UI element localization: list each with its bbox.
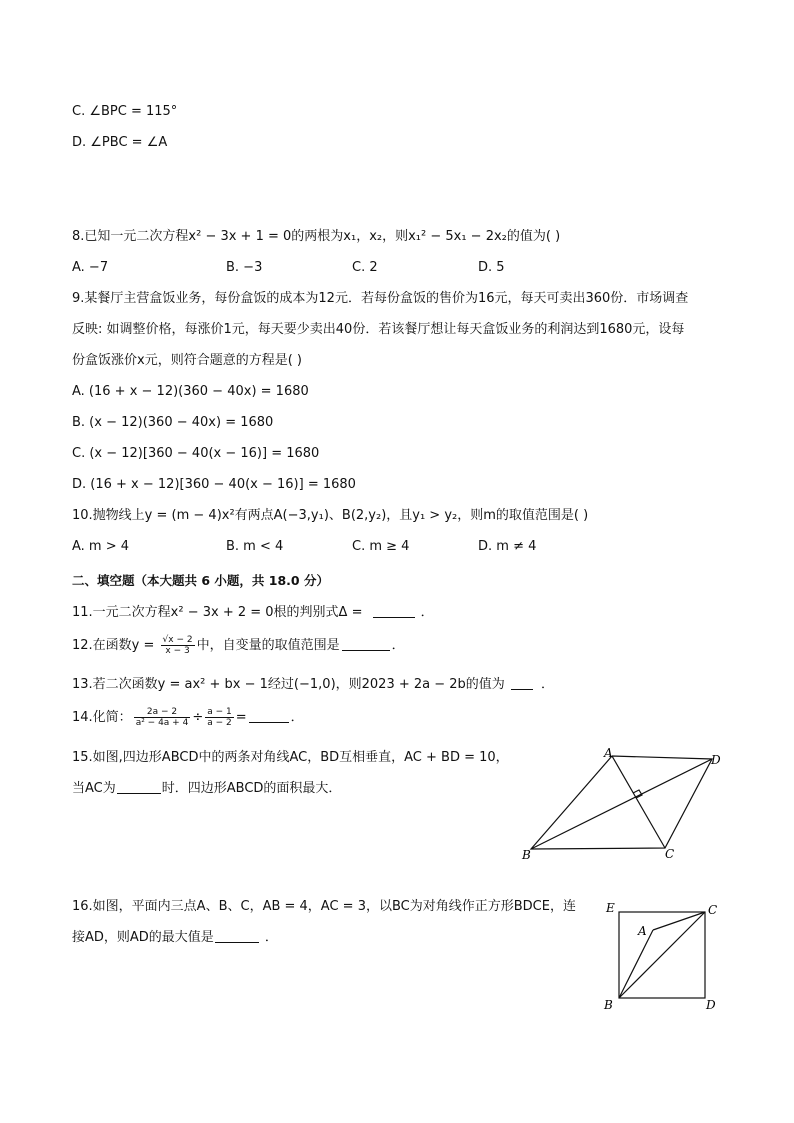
q10-option-b: B. m < 4 [226,539,284,554]
q15-label-b: B [522,848,531,862]
q12-fraction [161,635,195,656]
q10-option-c: C. m ≥ 4 [352,539,410,554]
q13 [72,676,554,694]
q15-text-2: 时．四边形ABCD的面积最大． [161,781,342,796]
q16-figure [600,897,730,1015]
q8-stem: 8.已知一元二次方程x² − 3x + 1 = 0的两根为x₁，x₂，则x₁² − 5x₁ − 2x₂的值为( ) [72,229,561,244]
q14 [72,703,304,733]
q16-end: ． [264,930,278,945]
q15-answer-blank[interactable] [117,780,161,794]
q7-option-d: D. ∠PBC = ∠A [72,135,168,150]
q15-figure [515,745,730,865]
q9-option-d: D. (16 + x − 12)[360 − 40(x − 16)] = 1680 [72,477,356,492]
q16-label-e: E [606,901,615,915]
q8-option-c: C. 2 [352,260,378,275]
q13-end: ． [540,677,554,692]
q12-text-2: 中，自变量的取值范围是 [196,638,340,653]
q8-option-d: D. 5 [478,260,505,275]
q15-label-a: A [604,746,613,760]
q16-diagonal-bc [619,912,705,998]
q11-text: 11.一元二次方程x² − 3x + 2 = 0根的判别式Δ = [72,605,367,620]
q12-frac-num: √x − 2 [162,635,193,645]
q12-answer-blank[interactable] [342,637,390,651]
q16-line-2 [72,929,278,947]
q12-text: 12.在函数y = [72,638,159,653]
q16-label-a: A [638,924,647,938]
q14-f1-num: 2a − 2 [134,707,191,718]
q13-answer-blank[interactable] [511,676,533,690]
q12 [72,632,405,660]
q15-line-1: 15.如图,四边形ABCD中的两条对角线AC，BD互相垂直，AC + BD = 10， [72,750,509,765]
section-title: 二、填空题（本大题共 6 小题，共 18.0 分） [72,573,329,588]
q10-option-d: D. m ≠ 4 [478,539,537,554]
q16-answer-blank[interactable] [215,929,259,943]
q12-end: ． [391,638,405,653]
q13-text: 13.若二次函数y = ax² + bx − 1经过(−1,0)，则2023 + 2a − 2b的值为 [72,677,509,692]
q14-end: ． [290,710,304,725]
q12-frac-den: x − 3 [165,646,190,656]
q9-option-a: A. (16 + x − 12)(360 − 40x) = 1680 [72,384,309,399]
q16-text: 接AD，则AD的最大值是 [72,930,214,945]
q11 [72,604,434,622]
q14-f1-den: a² − 4a + 4 [135,718,189,728]
q16-segment-ac [653,912,705,930]
q9-stem-line-2: 反映: 如调整价格，每涨价1元，每天要少卖出40份．若该餐厅想让每天盒饭业务的利润达到1680元，设每 [72,322,685,337]
q16-label-c: C [708,903,718,917]
q9-stem-line-1: 9.某餐厅主营盒饭业务，每份盒饭的成本为12元．若每份盒饭的售价为16元，每天可卖出360份．市场调查 [72,291,689,306]
q14-eq-sign: = [235,710,247,725]
q15-diagonal-ac [612,756,665,848]
q8-option-a: A. −7 [72,260,109,275]
q14-fraction-2 [205,707,234,728]
q15-label-c: C [665,847,675,861]
q16-segment-ab [619,930,653,998]
q8-option-b: B. −3 [226,260,263,275]
q11-end: ． [420,605,434,620]
q15-label-d: D [711,753,721,767]
q14-fraction-1 [134,707,191,728]
q7-option-c: C. ∠BPC = 115° [72,104,178,119]
q9-stem-line-3: 份盒饭涨价x元，则符合题意的方程是( ) [72,353,302,368]
q9-option-c: C. (x − 12)[360 − 40(x − 16)] = 1680 [72,446,320,461]
q10-stem: 10.抛物线上y = (m − 4)x²有两点A(−3,y₁)、B(2,y₂)，且y₁ > y₂，则m的取值范围是( ) [72,508,589,523]
q9-option-b: B. (x − 12)(360 − 40x) = 1680 [72,415,274,430]
q16-line-1: 16.如图，平面内三点A、B、C，AB = 4，AC = 3，以BC为对角线作正方形BDCE，连 [72,899,576,914]
q15-line-2 [72,780,341,798]
q16-label-d: D [706,998,716,1012]
q15-text: 当AC为 [72,781,116,796]
q14-text: 14.化简： [72,710,132,725]
q14-div-sign: ÷ [192,710,204,725]
q11-answer-blank[interactable] [373,604,415,618]
q14-answer-blank[interactable] [249,709,289,723]
q16-label-b: B [604,998,613,1012]
q14-f2-den: a − 2 [207,718,232,728]
q10-option-a: A. m > 4 [72,539,130,554]
q14-f2-num: a − 1 [207,707,232,717]
